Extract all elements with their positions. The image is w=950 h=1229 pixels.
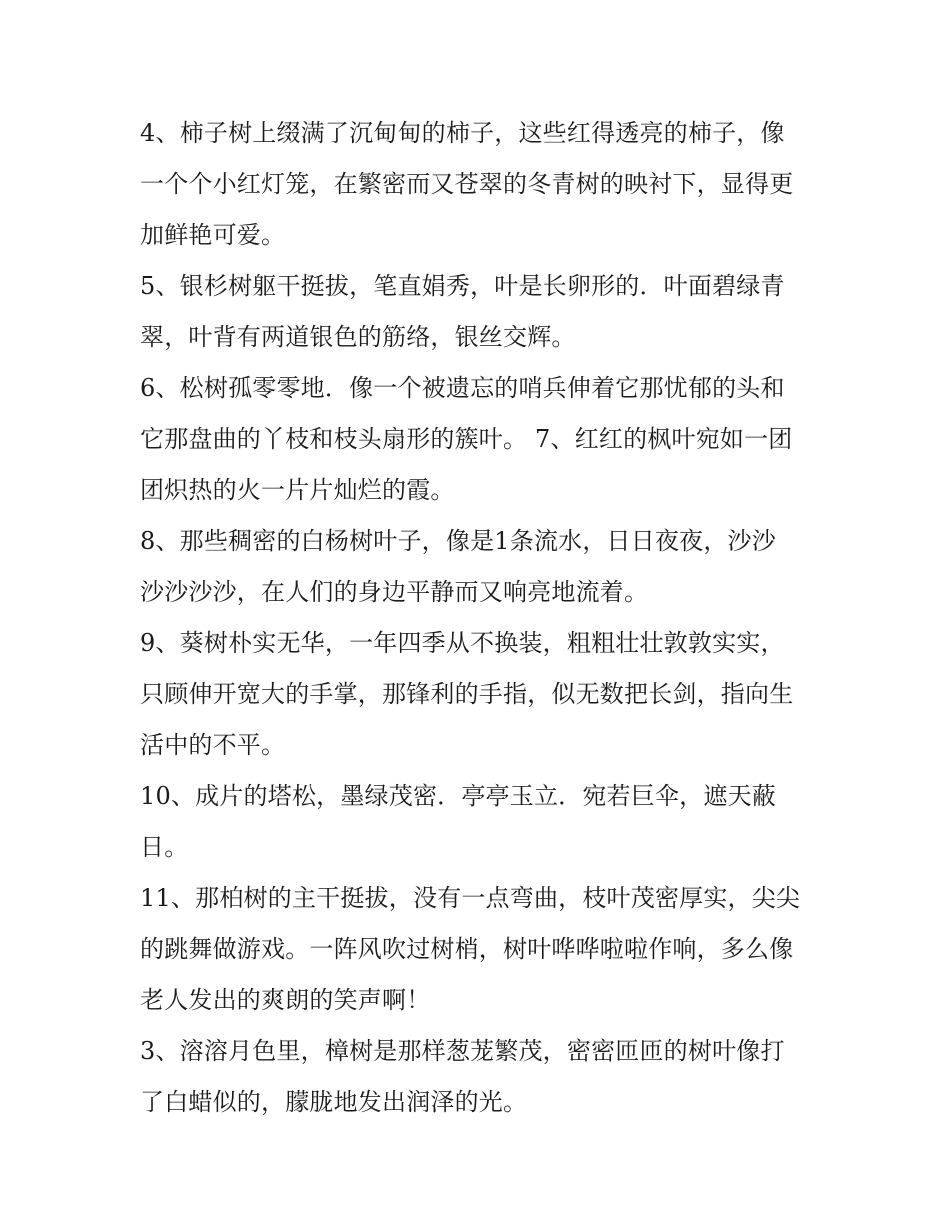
text-line: 团炽热的火一片片灿烂的霞。: [140, 476, 455, 504]
text-line: 翠，叶背有两道银色的筋络，银丝交辉。: [140, 323, 576, 351]
text-line: 的跳舞做游戏。一阵风吹过树梢，树叶哗哗啦啦作响，多么像: [140, 935, 794, 963]
text-line: 加鲜艳可爱。: [140, 221, 286, 249]
text-line: 5、银杉树躯干挺拔，笔直娟秀，叶是长卵形的．叶面碧绿青: [140, 272, 785, 300]
text-line: 它那盘曲的丫枝和枝头扇形的簇叶。 7、红红的枫叶宛如一团: [140, 425, 793, 453]
text-line: 了白蜡似的，朦胧地发出润泽的光。: [140, 1088, 528, 1116]
text-line: 9、葵树朴实无华，一年四季从不换装，粗粗壮壮敦敦实实，: [140, 629, 785, 657]
text-line: 10、成片的塔松，墨绿茂密．亭亭玉立．宛若巨伞，遮天蔽: [140, 782, 776, 810]
text-line: 8、那些稠密的白杨树叶子，像是1条流水，日日夜夜，沙沙: [140, 527, 776, 555]
text-line: 3、溶溶月色里，樟树是那样葱茏繁茂，密密匝匝的树叶像打: [140, 1037, 785, 1065]
text-line: 6、松树孤零零地．像一个被遗忘的哨兵伸着它那忧郁的头和: [140, 374, 785, 402]
text-line: 一个个小红灯笼，在繁密而又苍翠的冬青树的映衬下，显得更: [140, 170, 794, 198]
text-line: 沙沙沙沙，在人们的身边平静而又响亮地流着。: [140, 578, 649, 606]
text-line: 活中的不平。: [140, 731, 286, 759]
text-line: 日。: [140, 833, 189, 861]
text-line: 老人发出的爽朗的笑声啊！: [140, 986, 431, 1014]
text-line: 只顾伸开宽大的手掌，那锋利的手指，似无数把长剑，指向生: [140, 680, 794, 708]
text-line: 4、柿子树上缀满了沉甸甸的柿子，这些红得透亮的柿子，像: [140, 119, 785, 147]
text-line: 11、那柏树的主干挺拔，没有一点弯曲，枝叶茂密厚实，尖尖: [140, 884, 801, 912]
document-body: [140, 108, 820, 1128]
